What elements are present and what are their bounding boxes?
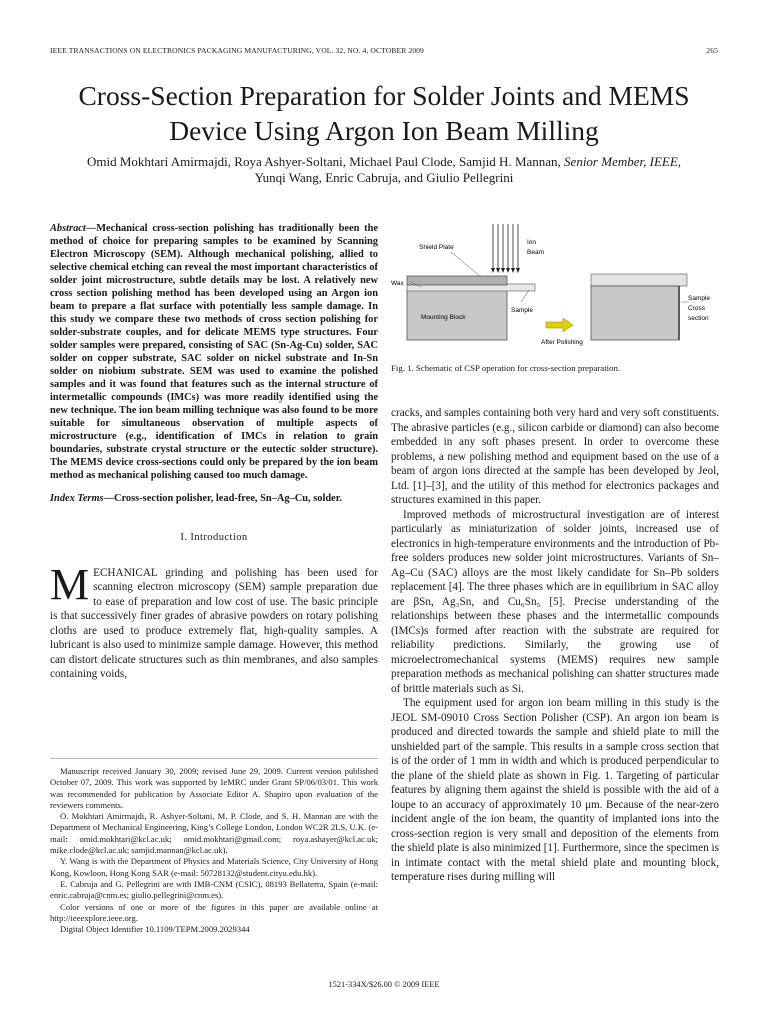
drop-cap: M	[50, 559, 90, 609]
shield-plate	[407, 276, 507, 285]
label-sample-cs-1: Sample	[688, 295, 711, 302]
authors-line-2: Yunqi Wang, Enric Cabruja, and Giulio Pellegrini	[254, 170, 514, 185]
abstract	[50, 222, 378, 482]
section-heading: I. Introduction	[180, 532, 248, 543]
author-role: Senior Member, IEEE,	[560, 154, 682, 169]
footnote-color: Color versions of one or more of the figures in this paper are available online at http://ieeexplore.ieee.org.	[50, 901, 378, 923]
intro-paragraph	[50, 559, 378, 682]
journal-name: IEEE TRANSACTIONS ON ELECTRONICS PACKAGING MANUFACTURING, VOL. 32, NO. 4, OCTOBER 2009	[50, 46, 424, 55]
right-paragraph-2: Improved methods of microstructural investigation are of interest particularly as miniaturization of solder joints, increased use of electronics in high-temperature environments and the introduction of Pb-free solders produces new solder joint microstructures. Variants of Sn–Ag–Cu (SAC) alloys are the most likely candidate for Sn–Pb solders replacement [4]. The three phases which are in equilibrium in SAC alloy are βSn, Ag₃Sn, and Cu₆Sn₅ [5]. Precise understanding of the relationships between these phases and the intermetallic compounds (IMCs)s formed after reaction with the substrate are required for reliability predictions. Similarly, the growing use of microelectromechanical systems (MEMS) requires new sample preparation methods as mechanical polishing can shatter structures made of brittle materials such as Si.	[391, 508, 719, 695]
label-after-polishing: After Polishing	[541, 339, 583, 346]
footnote-affil-cnm: E. Cabruja and G. Pellegrini are with IMB-CNM (CSIC), 08193 Bellaterra, Spain (e-mail: enric.cabruja@cnm.es; giulio.pellegrini@cnm.es).	[50, 878, 378, 901]
after-mounting-block	[591, 286, 679, 340]
author-list	[40, 154, 728, 186]
label-wax: Wax	[391, 280, 404, 287]
label-shield-plate: Shield Plate	[419, 244, 454, 251]
paper-title: Cross-Section Preparation for Solder Joints and MEMS Device Using Argon Ion Beam Milling	[78, 80, 690, 146]
label-sample-cs-3: section	[688, 315, 709, 322]
running-header	[50, 46, 718, 55]
process-arrow	[546, 318, 573, 332]
after-shield-plate	[591, 274, 687, 286]
footnote-doi: Digital Object Identifier 10.1109/TEPM.2009.2029344	[60, 924, 250, 935]
label-ion: Ion	[527, 239, 537, 246]
page-footer: 1521-334X/$26.00 © 2009 IEEE	[328, 980, 440, 989]
footnote-rule	[50, 758, 378, 759]
footnote-affil-kcl: O. Mokhtari Amirmajdi, R. Ashyer-Soltani, M. P. Clode, and S. H. Mannan are with the Department of Mechanical Engineering, King’s College London, London WC2R 2LS, U.K. (e-mail: omid.mokhtari@kcl.ac.uk; omid.mokhtari@gmail.com; roya.ashayer@kcl.ac.uk; mike.clode@kcl.ac.uk; samjid.mannan@kcl.ac.uk).	[50, 811, 378, 856]
index-terms-text: —Cross-section polisher, lead-free, Sn–Ag–Cu, solder.	[103, 493, 343, 504]
label-sample-cs-2: Cross	[688, 305, 705, 312]
authors-line-1: Omid Mokhtari Amirmajdi, Roya Ashyer-Soltani, Michael Paul Clode, Samjid H. Mannan,	[86, 154, 561, 169]
intro-text: ECHANICAL grinding and polishing has been used for scanning electron microscopy (SEM) sample preparation due to ease of preparation and low cost of use. The basic principle is that successively finer grades of abrasive powders on rotary polishing cloths are used to produce extremely flat, high-quality samples. A lubricant is also used to minimize sample damage. However, this method can distort delicate structures such as thin membranes, and also samples containing voids,	[50, 566, 378, 680]
right-column	[391, 406, 719, 885]
figure-1-caption: Fig. 1. Schematic of CSP operation for cross-section preparation.	[391, 363, 621, 373]
abstract-text: —Mechanical cross-section polishing has traditionally been the method of choice for preparing samples to be examined by Scanning Electron Microscopy (SEM). Although mechanical polishing, allied to selective chemical etching can reveal the most important characteristics of solder joint microstructure, subtle details may be lost. A relatively new cross section polishing method has been developed using an Argon ion beam to prepare a flat surface with potentially less sample damage. In this study we compare these two methods of cross section polishing for solder-substrate couples, and for delicate MEMS type structures. Four solder samples were prepared, consisting of SAC (Sn-Ag-Cu) solder, SAC solder on copper substrate, SAC solder on nickel substrate and In-Sn solder on niobium substrate. SEM was used to examine the polished samples and it was found that features such as the internal structure of intermetallic compounds (IMCs) was more readily identified using the new technique. The ion beam milling technique was also found to be more suitable for simultaneous observation of multiple aspects of microstructure (e.g., identification of IMCs in relation to grain boundaries, substrate crystal structure or the eutectic solder structure). The MEMS device cross-sections could only be prepared by the ion beam method as mechanical polishing caused too much damage.	[50, 223, 378, 481]
footnotes	[50, 766, 378, 935]
page-number: 265	[706, 46, 718, 55]
footnote-manuscript: Manuscript received January 30, 2009; revised June 29, 2009. Current version published October 07, 2009. This work was supported by IeMRC under Grant SP/06/03/01. This work was recommended for publication by Associate Editor A. Shapiro upon evaluation of the reviewers comments.	[50, 766, 378, 810]
index-terms-label: Index Terms	[50, 493, 104, 504]
label-beam: Beam	[527, 249, 544, 256]
ion-beam-arrowheads	[491, 268, 520, 273]
label-sample: Sample	[511, 307, 534, 314]
ion-beam-arrows	[493, 224, 518, 270]
footnote-affil-cityu: Y. Wang is with the Department of Physics and Materials Science, City University of Hong Kong, Kowloon, Hong Kong SAR (e-mail: 50728132@student.cityu.edu.hk).	[50, 856, 378, 878]
label-mounting-block: Mounting Block	[421, 314, 466, 321]
right-paragraph-1: cracks, and samples containing both very hard and very soft constituents. The abrasive particles (e.g., silicon carbide or diamond) can also become embedded in any soft phases present. In order to overcome these problems, a new polishing method and equipment based on the use of a beam of argon ions directed at the sample has been developed by Jeol, Ltd. [1]–[3], and the utility of this method for electronics packages and structures examined in this paper.	[391, 407, 719, 506]
right-paragraph-3: The equipment used for argon ion beam milling in this study is the JEOL SM-09010 Cross Section Polisher (CSP). An argon ion beam is produced and directed towards the sample and shield plate to mill the unshielded part of the sample. This results in a sample cross section that is of the order of 1 mm in width and which is produced perpendicular to the plane of the shield plate as shown in Fig. 1. Targeting of particular features by aligning them against the shield is possible with the aid of a loupe to an accuracy of approximately 10 μm. Because of the near-zero incident angle of the ion beam, the quantity of implanted ions into the cross-section region is very small and deposition of the elements from the shield plate is also minimized [1]. Furthermore, since the specimen is in intimate contact with the metal shield plate and mounting block, temperature rises during milling will	[391, 697, 719, 883]
left-column	[50, 222, 378, 682]
index-terms	[50, 492, 378, 505]
figure-1-schematic	[391, 222, 719, 360]
abstract-label: Abstract	[50, 223, 86, 234]
